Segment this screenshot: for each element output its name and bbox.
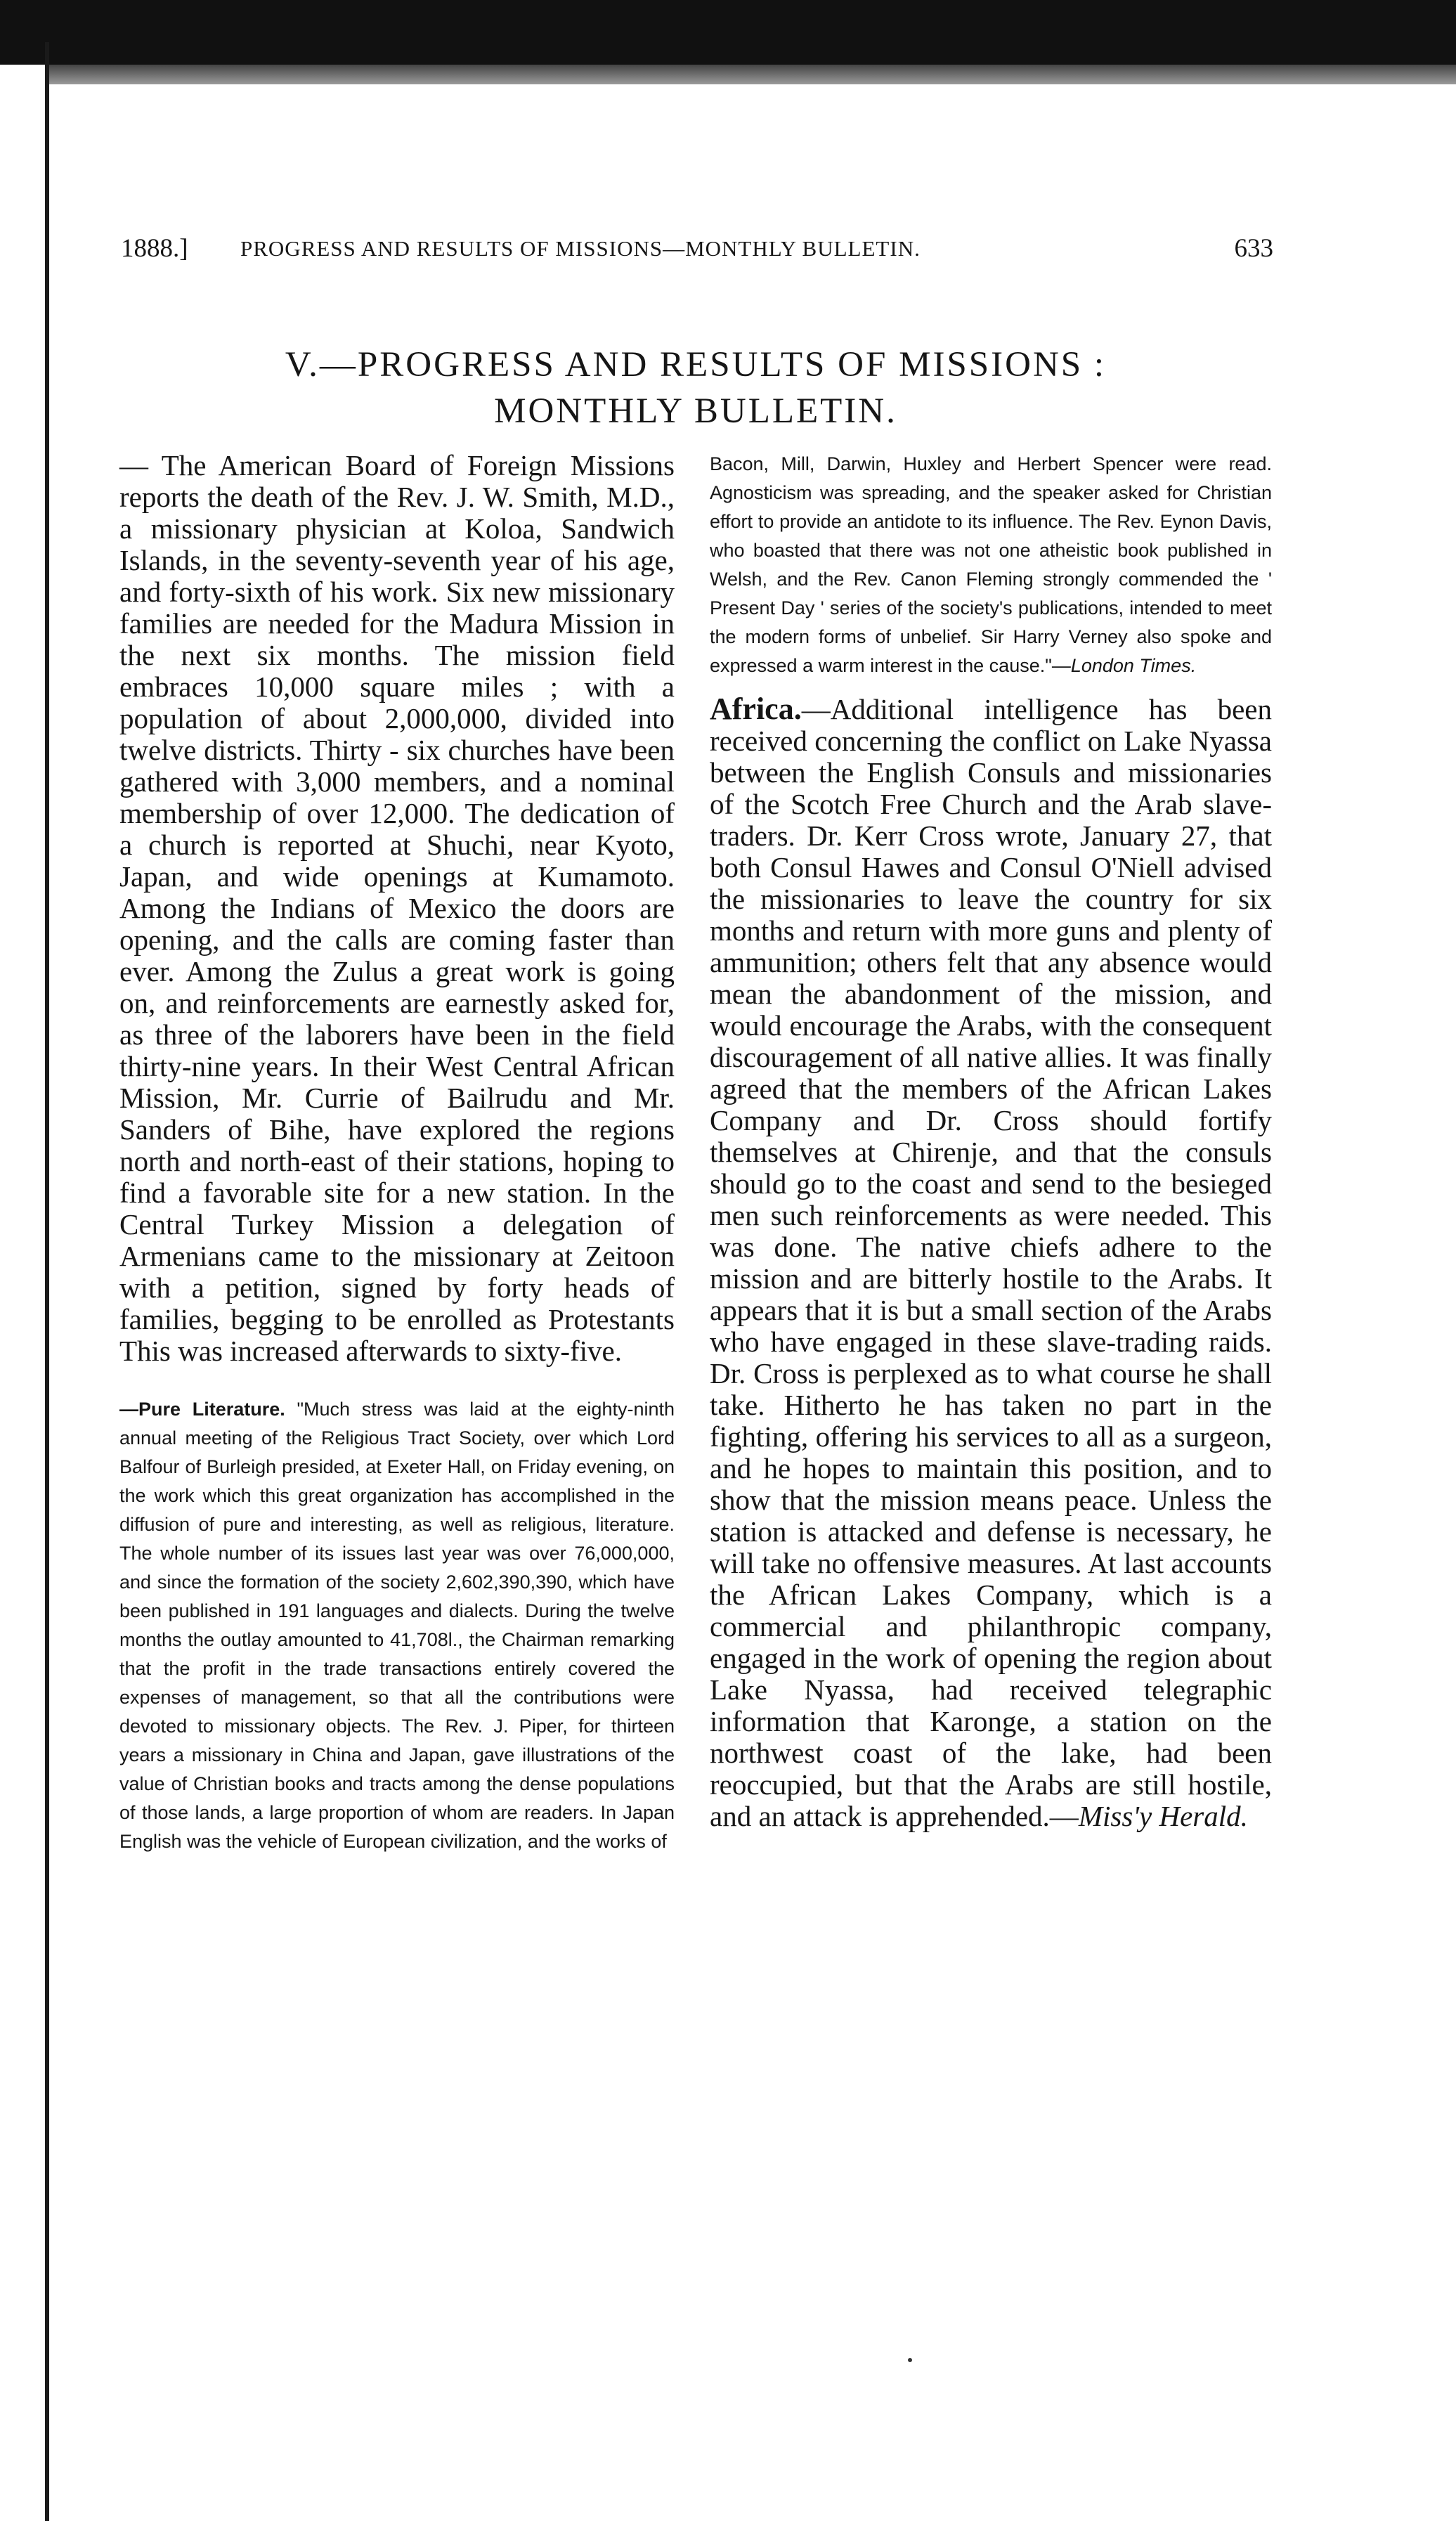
- scan-top-border: [0, 0, 1456, 65]
- africa-paragraph: [710, 693, 1272, 1832]
- article-title-line-1: V.—PROGRESS AND RESULTS OF MISSIONS :: [285, 345, 1107, 384]
- american-board-paragraph: — The American Board of Foreign Missions reports the death of the Rev. J. W. Smith, M.D., a missionary physician at Koloa, Sandwich Islands, in the seventy-seventh year of his age, and forty-sixth of his work. Six new missionary families are needed for the Madura Mission in the next six months. The mission field embraces 10,000 square miles ; with a population of about 2,000,000, divided into twelve districts. Thirty - six churches have been gathered with 3,000 members, and a nominal membership of over 12,000. The dedication of a church is reported at Shuchi, near Kyoto, Japan, and wide openings at Kumamoto. Among the Indians of Mexico the doors are opening, and the calls are coming faster than ever. Among the Zulus a great work is going on, and reinforcements are earnestly asked for, as three of the laborers have been in the field thirty-nine years. In their West Central African Mission, Mr. Currie of Bailrudu and Mr. Sanders of Bihe, have explored the regions north and north-east of their stations, hoping to find a favorable site for a new station. In the Central Turkey Mission a delegation of Armenians came to the missionary at Zeitoon with a petition, signed by forty heads of families, begging to be enrolled as Protestants This was increased afterwards to sixty-five.: [119, 449, 675, 1367]
- header-running-title: PROGRESS AND RESULTS OF MISSIONS—MONTHLY BULLETIN.: [240, 236, 921, 261]
- pure-literature-heading: —Pure Literature.: [119, 1399, 285, 1420]
- pure-literature-paragraph: [119, 1395, 675, 1856]
- times-quote-paragraph: [710, 450, 1272, 680]
- left-column: [119, 450, 675, 1869]
- africa-text: —Additional intelligence has been received concerning the conflict on Lake Nyassa between the English Consuls and missionaries of the Scotch Free Church and the Arab slave-traders. Dr. Kerr Cross wrote, January 27, that both Consul Hawes and Consul O'Niell advised the missionaries to leave the country for six months and return with more guns and plenty of ammunition; others felt that any absence would mean the abandonment of the mission, and would encourage the Arabs, with the consequent discouragement of all native allies. It was finally agreed that the members of the African Lakes Company and Dr. Cross should fortify themselves at Chirenje, and that the consuls should go to the coast and send to the besieged men such reinforcements as were needed. This was done. The native chiefs adhere to the mission and are bitterly hostile to the Arabs. It appears that it is but a small section of the Arabs who have engaged in these slave-trading raids. Dr. Cross is perplexed as to what course he shall take. Hitherto he has taken no part in the fighting, offering his services to all as a surgeon, and he hopes to maintain this position, and to show that the mission means peace. Unless the station is attacked and defense is necessary, he will take no offensive measures. At last accounts the African Lakes Company, which is a commercial and philanthropic company, engaged in the work of opening the region about Lake Nyassa, had received telegraphic information that Karonge, a station on the northwest coast of the lake, had been reoccupied, but that the Arabs are still hostile, and an attack is apprehended.—: [710, 693, 1272, 1832]
- header-year: 1888.]: [121, 234, 188, 263]
- times-quote-source: London Times.: [1070, 655, 1197, 676]
- times-quote-text: Bacon, Mill, Darwin, Huxley and Herbert Spencer were read. Agnosticism was spreading, and the speaker asked for Christian effort to provide an antidote to its influence. The Rev. Eynon Davis, who boasted that there was not one atheistic book published in Welsh, and the Rev. Canon Fleming strongly commended the ' Present Day ' series of the society's publications, intended to meet the modern forms of unbelief. Sir Harry Verney also spoke and expressed a warm interest in the cause."—: [710, 453, 1272, 676]
- scan-top-shadow: [49, 65, 1456, 84]
- africa-heading: Africa.: [710, 692, 802, 726]
- right-column: [710, 450, 1272, 1845]
- africa-source: Miss'y Herald.: [1078, 1800, 1248, 1832]
- page-mark: [908, 2358, 912, 2362]
- header-page-number: 633: [1234, 234, 1273, 263]
- scan-left-border: [45, 42, 49, 2521]
- article-title: [119, 342, 1272, 434]
- article-title-line-2: MONTHLY BULLETIN.: [494, 391, 897, 431]
- running-header: [121, 233, 1273, 276]
- pure-literature-text: "Much stress was laid at the eighty-ninth annual meeting of the Religious Tract Society, over which Lord Balfour of Burleigh presided, at Exeter Hall, on Friday evening, on the work which this great organization has accomplished in the diffusion of pure and interesting, as well as religious, literature. The whole number of its issues last year was over 76,000,000, and since the formation of the society 2,602,390,390, which have been published in 191 languages and dialects. During the twelve months the outlay amounted to 41,708l., the Chairman remarking that the profit in the trade transactions entirely covered the expenses of management, so that all the contributions were devoted to missionary objects. The Rev. J. Piper, for thirteen years a missionary in China and Japan, gave illustrations of the value of Christian books and tracts among the dense populations of those lands, a large proportion of whom are readers. In Japan English was the vehicle of European civilization, and the works of: [119, 1399, 675, 1852]
